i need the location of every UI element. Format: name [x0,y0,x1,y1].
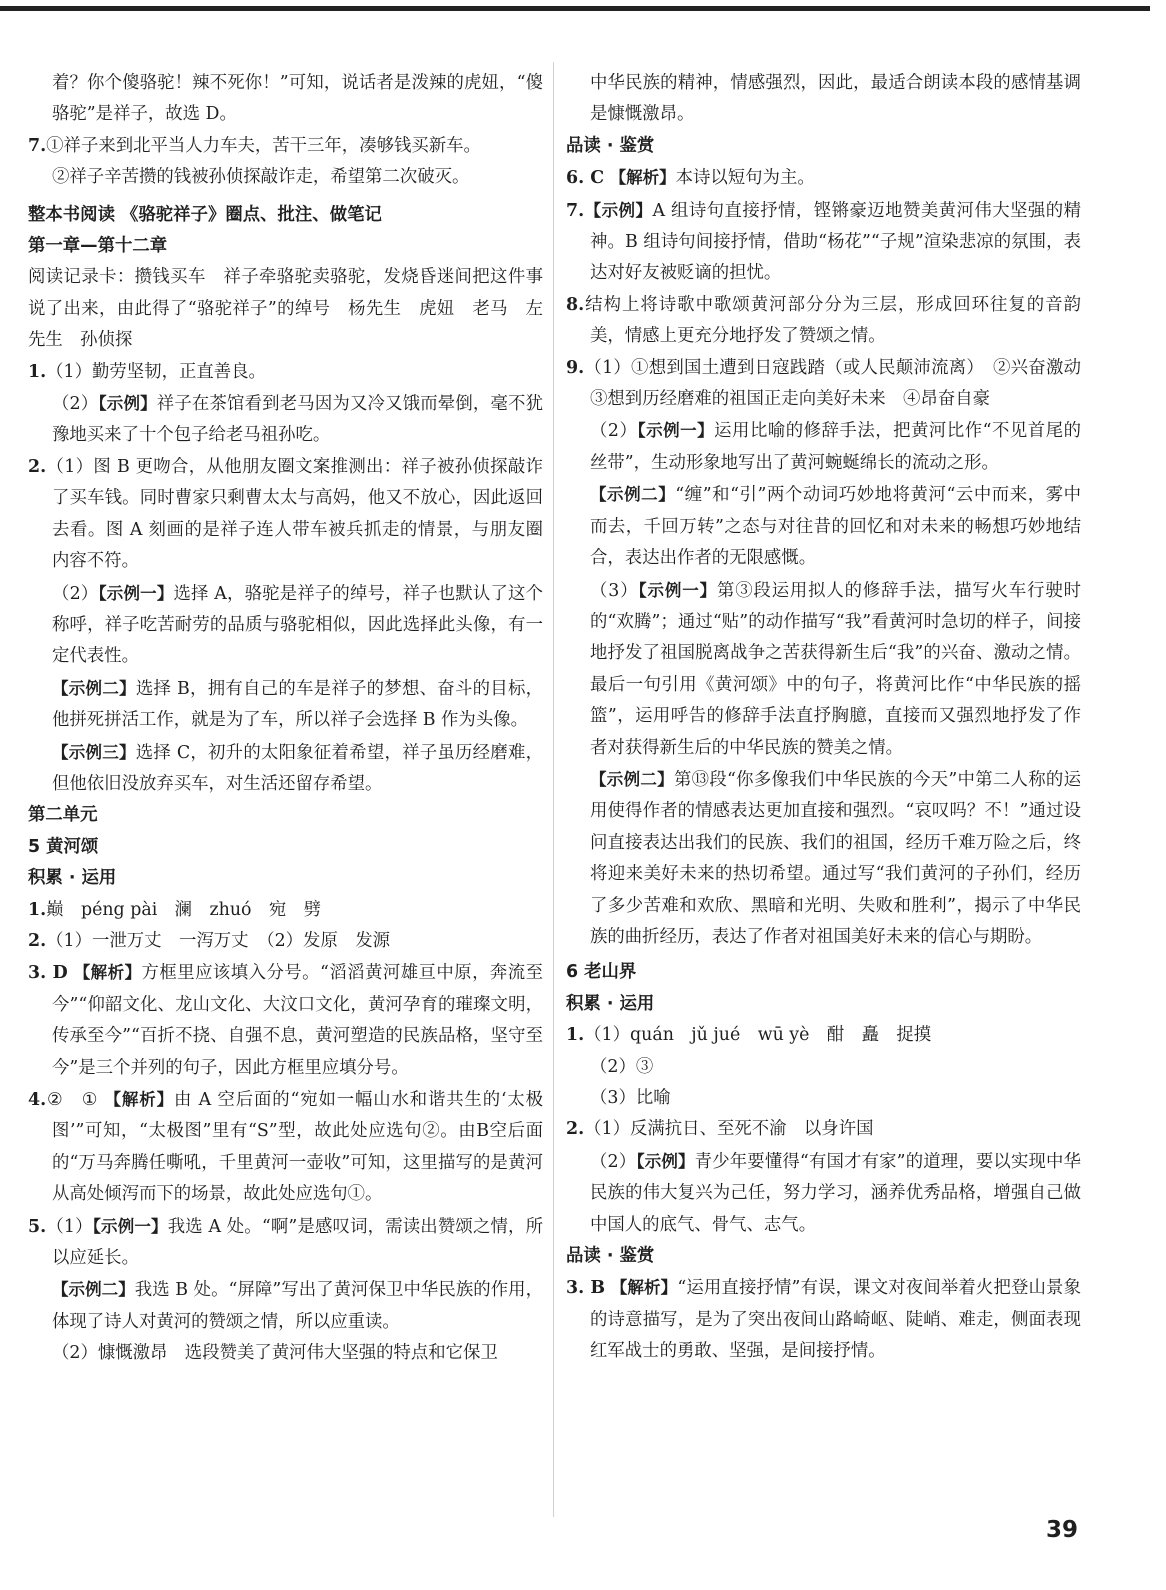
question-1 [28,357,543,388]
answer-text: 本诗以短句为主。 [675,168,815,189]
question-number: 2. [28,456,47,477]
answer-value: ② ① [46,1090,99,1110]
question-3 [28,957,543,1084]
answer-text: 选择 A，骆驼是祥子的绰号，祥子也默认了这个称呼，祥子吃苦耐劳的品质与骆驼相似，因此选择此头像，有一定代表性。 [52,583,543,667]
answer-text: （1）一泄万丈 一泻万丈 （2）发原 发源 [46,930,391,951]
lesson-title: 5 黄河颂 [28,836,99,857]
question-7 [566,195,1081,290]
paragraph: 着？你个傻骆驼！辣不死你！”可知，说话者是泼辣的虎妞，“傻骆驼”是祥子，故选 D。 [52,73,543,125]
analysis-tag: 【解析】 [610,1278,678,1298]
question-number: 3. B [566,1278,606,1299]
answer-text: 由 A 空后面的“宛如一幅山水和谐共生的‘太极图’”可知，“太极图”里有“S”型，故此处应选句②。由B空后面的“万马奔腾任嘶吼，千里黄河一壶收”可知，这里描写的是黄河从高处倾泻而下的场景，故此处应选句①。 [52,1090,543,1205]
question-9-part-3 [566,575,1081,764]
answer-text: （1）①想到国土遭到日寇践踏（或人民颠沛流离） ②兴奋激动 ③想到历经磨难的祖国正走向美好未来 ④昂奋自豪 [584,357,1099,410]
question-2 [566,1114,1081,1145]
question-3 [566,1272,1081,1367]
example-3 [28,737,543,801]
example-tag: 【示例二】 [590,485,676,505]
lesson-title: 6 老山界 [566,962,637,983]
answer-text: 方框里应该填入分号。“滔滔黄河雄亘中原，奔流至今”“仰韶文化、龙山文化、大汶口文化，黄河孕育的璀璨文明，传承至今”“百折不挠、自强不息，黄河塑造的民族品格，坚守至今”是三个并列的句子，因此方框里应填分号。 [52,963,543,1078]
question-number: 6. C [566,168,605,189]
part-label: （2） [590,421,638,442]
question-number: 1. [28,361,47,382]
column-divider [553,62,554,1517]
answer-text: 选择 B，拥有自己的车是祥子的梦想、奋斗的目标，他拼死拼活工作，就是为了车，所以祥子会选择 B 作为头像。 [52,678,544,731]
answer-text: （1）图 B 更吻合，从他朋友圈文案推测出：祥子被孙侦探敲诈了买车钱。同时曹家只剩曹太太与高妈，他又不放心，因此返回去看。图 A 刻画的是祥子连人带车被兵抓走的情景，与朋友圈内容不符。 [46,456,543,572]
question-4 [28,1084,543,1211]
answer-text: A 组诗句直接抒情，铿锵豪迈地赞美黄河伟大坚强的精神。B 组诗句间接抒情，借助“杨花”“子规”渲染悲凉的氛围，表达对好友被贬谪的担忧。 [590,200,1081,284]
answer-line: ②祥子辛苦攒的钱被孙侦探敲诈走，希望第二次破灭。 [52,167,470,188]
example-2 [566,764,1081,953]
answer-text: 祥子在茶馆看到老马因为又冷又饿而晕倒，毫不犹豫地买来了十个包子给老马祖孙吃。 [52,394,543,446]
part-label: （3） [590,580,639,601]
paragraph: 中华民族的精神，情感强烈，因此，最适合朗读本段的感情基调是慷慨激昂。 [590,73,1081,125]
question-5 [28,1211,543,1275]
page-number: 39 [1046,1517,1079,1543]
example-2 [28,1274,543,1338]
example-tag: 【示例二】 [52,678,136,698]
question-2-part-2 [566,1146,1081,1241]
answer-text: 我选 B 处。“屏障”写出了黄河保卫中华民族的作用，体现了诗人对黄河的赞颂之情，所以应重读。 [52,1280,544,1332]
answer-text: 第⑬段“你多像我们中华民族的今天”中第二人称的运用使得作者的情感表达更加直接和强烈。“哀叹吗？不！”通过设问直接表达出我们的民族、我们的祖国，经历千难万险之后，终将迎来美好未来的热切希望。通过写“我们黄河的子孙们，经历了多少苦难和欢欣、黑暗和光明、失败和胜利”，揭示了中华民族的曲折经历，表达了作者对祖国美好未来的信心与期盼。 [590,769,1081,947]
analysis-tag: 【解析】 [73,963,142,983]
section-heading: 品读 · 鉴赏 [566,135,655,156]
example-tag: 【示例三】 [52,742,136,762]
section-heading: 积累 · 运用 [28,868,117,889]
answer-text: （1）quán jǔ jué wū yè 酣 矗 捉摸 [584,1025,932,1046]
right-column [566,68,1099,1368]
part-label: （2） [52,583,99,604]
section-heading: 积累 · 运用 [566,993,655,1014]
question-number: 7. [566,200,585,221]
question-7 [28,131,543,162]
question-number: 2. [28,930,47,951]
question-9-part-2 [566,415,1081,479]
question-number: 8. [566,294,585,315]
answer-line: （2）③ [590,1056,654,1077]
question-1-part-2 [28,388,543,452]
example-2 [28,673,543,737]
question-number: 7. [28,135,47,156]
answer-text: 结构上将诗歌中歌颂黄河部分分为三层，形成回环往复的音韵美，情感上更充分地抒发了赞颂之情。 [584,294,1081,347]
question-1 [566,1020,1081,1051]
example-tag: 【示例一】 [637,421,715,441]
part-label: （2） [590,1151,637,1172]
answer-text: （1）勤劳坚韧，正直善良。 [46,361,266,382]
answer-text: “运用直接抒情”有误，课文对夜间举着火把登山景象的诗意描写，是为了突出夜间山路崎岖、陡峭、难走，侧面表现红军战士的勇敢、坚强，是间接抒情。 [590,1278,1081,1362]
answer-text: 选择 C，初升的太阳象征着希望，祥子虽历经磨难，但他依旧没放弃买车，对生活还留存希望。 [52,742,543,794]
example-tag: 【示例】 [584,200,653,220]
question-number: 9. [566,357,585,378]
example-tag: 【示例】 [636,1151,695,1171]
question-9 [566,353,1099,416]
section-heading: 品读 · 鉴赏 [566,1246,655,1267]
question-2 [28,926,543,957]
answer-line: （2）慷慨激昂 选段赞美了黄河伟大坚强的特点和它保卫 [52,1343,498,1364]
question-number: 5. [28,1216,47,1237]
answer-text: 我选 A 处。“啊”是感叹词，需读出赞颂之情，所以应延长。 [52,1216,543,1269]
chapter-title: 第一章—第十二章 [28,236,168,257]
question-number: 1. [28,899,47,920]
example-tag: 【示例】 [98,394,157,414]
reading-record-card: 阅读记录卡：攒钱买车 祥子牵骆驼卖骆驼，发烧昏迷间把这件事说了出来，由此得了“骆驼祥子”的绰号 杨先生 虎妞 老马 左先生 孙侦探 [28,267,543,351]
answer-text: “缠”和“引”两个动词巧妙地将黄河“云中而来，雾中而去，千回万转”之态与对往昔的回忆和对未来的畅想巧妙地结合，表达出作者的无限感慨。 [590,485,1081,569]
answer-text: 运用比喻的修辞手法，把黄河比作“不见首尾的丝带”，生动形象地写出了黄河蜿蜒绵长的流动之形。 [590,421,1081,473]
question-1 [28,895,543,926]
example-2 [566,479,1081,574]
answer-text: ①祥子来到北平当人力车夫，苦干三年，凑够钱买新车。 [46,135,481,156]
answer-text: 巅 péng pài 澜 zhuó 宛 劈 [46,899,322,920]
question-number: 1. [566,1025,585,1046]
question-8 [566,290,1081,353]
answer-text: 青少年要懂得“有国才有家”的道理，要以实现中华民族的伟大复兴为己任，努力学习，涵养优秀品格，增强自己做中国人的底气、骨气、志气。 [590,1151,1081,1235]
part-label: （1） [46,1216,93,1237]
question-2 [28,452,543,578]
book-reading-title: 整本书阅读 《骆驼祥子》圈点、批注、做笔记 [28,204,382,225]
question-6 [566,162,1081,194]
answer-text: （1）反满抗日、至死不渝 以身许国 [584,1119,874,1140]
answer-text: 第③段运用拟人的修辞手法，描写火车行驶时的“欢腾”；通过“贴”的动作描写“我”看黄河时急切的样子，间接地抒发了祖国脱离战争之苦获得新生后“我”的兴奋、激动之情。最后一句引用《黄河颂》中的句子，将黄河比作“中华民族的摇篮”，运用呼告的修辞手法直抒胸臆，直接而又强烈地抒发了作者对获得新生后的中华民族的赞美之情。 [590,580,1081,758]
unit-title: 第二单元 [28,805,98,826]
example-tag: 【示例一】 [638,580,717,600]
part-label: （2） [52,394,99,415]
question-number: 4. [28,1090,47,1110]
answer-line: （3）比喻 [590,1088,671,1108]
example-tag: 【示例二】 [52,1280,135,1300]
left-column [28,68,543,1370]
question-number: 2. [566,1119,585,1140]
example-tag: 【示例一】 [98,583,174,603]
analysis-tag: 【解析】 [609,168,676,188]
analysis-tag: 【解析】 [104,1090,174,1109]
question-2-part-2 [28,578,543,673]
question-number: 3. D [28,963,68,984]
top-rule [0,6,1150,11]
example-tag: 【示例一】 [92,1216,168,1236]
example-tag: 【示例二】 [590,769,674,789]
